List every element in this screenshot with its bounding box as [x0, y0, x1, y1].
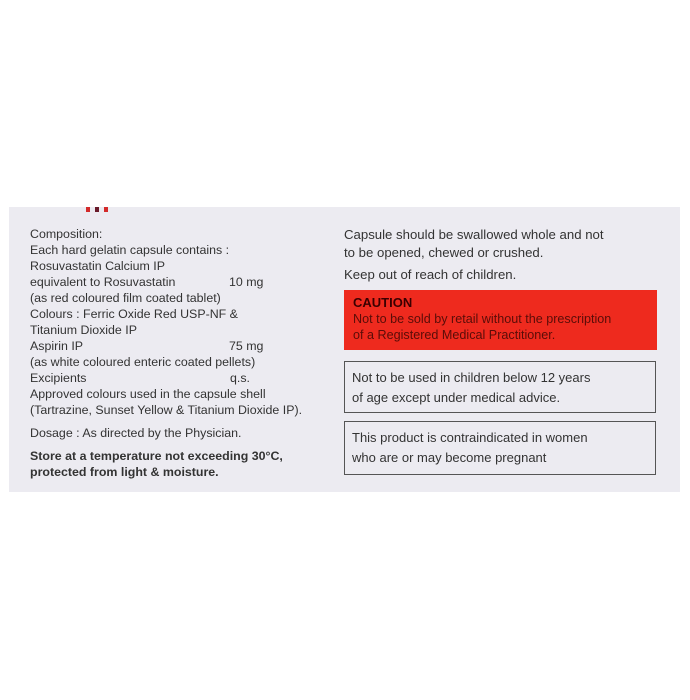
rosuvastatin-row: [30, 274, 340, 290]
approved-colours-line-2: (Tartrazine, Sunset Yellow & Titanium Dioxide IP).: [30, 403, 303, 417]
pregnancy-warning-line-1: This product is contraindicated in women: [352, 430, 588, 445]
excipients-label: Excipients: [30, 371, 87, 385]
excipients-row: [30, 370, 340, 386]
capsule-contents: Each hard gelatin capsule contains :: [30, 243, 230, 257]
children-warning-box: [344, 361, 656, 413]
colours-line-2: Titanium Dioxide IP: [30, 323, 137, 337]
storage-line-2: protected from light & moisture.: [30, 465, 219, 479]
swallow-instruction-2: to be opened, chewed or crushed.: [344, 245, 544, 260]
register-mark-red: [86, 207, 90, 212]
instructions-section: [344, 226, 664, 284]
rosuvastatin-note: (as red coloured film coated tablet): [30, 291, 221, 305]
storage-line-1: Store at a temperature not exceeding 30°C,: [30, 449, 283, 463]
pregnancy-warning-box: [344, 421, 656, 475]
colours-line-1: Colours : Ferric Oxide Red USP-NF &: [30, 307, 238, 321]
pregnancy-warning-line-2: who are or may become pregnant: [352, 450, 547, 465]
caution-box: [344, 290, 657, 350]
register-mark-dark: [95, 207, 99, 212]
children-warning-line-1: Not to be used in children below 12 years: [352, 370, 591, 385]
excipients-qs: q.s.: [230, 371, 250, 385]
caution-title: CAUTION: [353, 295, 413, 310]
rosuvastatin-dose: 10 mg: [229, 275, 264, 289]
aspirin-note: (as white coloured enteric coated pellets): [30, 355, 256, 369]
swallow-instruction-1: Capsule should be swallowed whole and not: [344, 227, 604, 242]
dosage: Dosage : As directed by the Physician.: [30, 426, 242, 440]
aspirin-label: Aspirin IP: [30, 339, 84, 353]
keep-away-children: Keep out of reach of children.: [344, 267, 517, 282]
children-warning-line-2: of age except under medical advice.: [352, 390, 561, 405]
register-mark-red-2: [104, 207, 108, 212]
approved-colours-line-1: Approved colours used in the capsule shell: [30, 387, 266, 401]
aspirin-row: [30, 338, 340, 354]
caution-line-1: Not to be sold by retail without the prescription: [353, 312, 612, 326]
caution-line-2: of a Registered Medical Practitioner.: [353, 328, 556, 342]
rosuvastatin-equivalent: equivalent to Rosuvastatin: [30, 275, 176, 289]
composition-section: [30, 226, 340, 480]
composition-label: Composition:: [30, 227, 103, 241]
aspirin-dose: 75 mg: [229, 339, 264, 353]
rosuvastatin-calcium: Rosuvastatin Calcium IP: [30, 259, 165, 273]
